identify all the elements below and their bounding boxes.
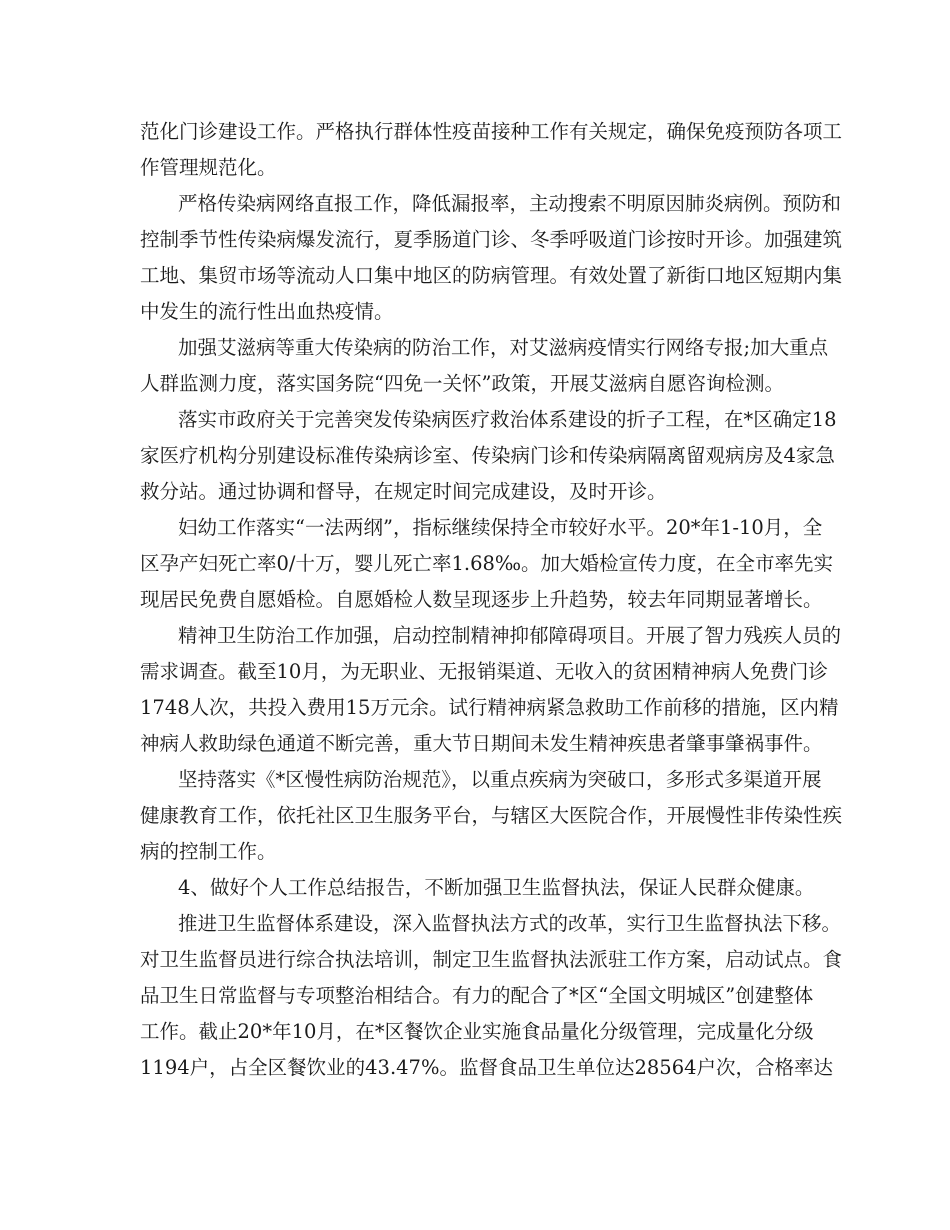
- text-line: 工作。截止20*年10月，在*区餐饮企业实施食品量化分级管理，完成量化分级: [140, 1020, 814, 1043]
- text-line: 1748人次，共投入费用15万元余。试行精神病紧急救助工作前移的措施，区内精: [140, 696, 839, 719]
- text-line: 工地、集贸市场等流动人口集中地区的防病管理。有效处置了新街口地区短期内集: [140, 264, 843, 287]
- text-line: 健康教育工作，依托社区卫生服务平台，与辖区大医院合作，开展慢性非传染性疾: [140, 804, 843, 827]
- text-line: 作管理规范化。: [140, 156, 277, 179]
- text-line: 坚持落实《*区慢性病防治规范》，以重点疾病为突破口，多形式多渠道开展: [178, 768, 822, 791]
- text-line: 中发生的流行性出血热疫情。: [140, 300, 394, 323]
- text-line: 妇幼工作落实“一法两纲”，指标继续保持全市较好水平。20*年1-10月，全: [178, 516, 823, 539]
- text-line: 神病人救助绿色通道不断完善，重大节日期间未发生精神疾患者肇事肇祸事件。: [140, 732, 823, 755]
- text-line: 严格传染病网络直报工作，降低漏报率，主动搜索不明原因肺炎病例。预防和: [178, 192, 842, 215]
- text-line: 人群监测力度，落实国务院“四免一关怀”政策，开展艾滋病自愿咨询检测。: [140, 372, 784, 395]
- text-line: 范化门诊建设工作。严格执行群体性疫苗接种工作有关规定，确保免疫预防各项工: [140, 120, 843, 143]
- section-heading: 4、做好个人工作总结报告，不断加强卫生监督执法，保证人民群众健康。: [178, 876, 815, 899]
- text-line: 落实市政府关于完善突发传染病医疗救治体系建设的折子工程，在*区确定18: [178, 408, 837, 431]
- text-line: 现居民免费自愿婚检。自愿婚检人数呈现逐步上升趋势，较去年同期显著增长。: [140, 588, 823, 611]
- text-line: 品卫生日常监督与专项整治相结合。有力的配合了*区“全国文明城区”创建整体: [140, 984, 814, 1007]
- text-line: 加强艾滋病等重大传染病的防治工作，对艾滋病疫情实行网络专报;加大重点: [178, 336, 829, 359]
- text-line: 推进卫生监督体系建设，深入监督执法方式的改革，实行卫生监督执法下移。: [178, 912, 842, 935]
- text-line: 病的控制工作。: [140, 840, 277, 863]
- text-line: 1194户，占全区餐饮业的43.47%。监督食品卫生单位达28564户次，合格率达: [140, 1056, 834, 1079]
- text-line: 需求调查。截至10月，为无职业、无报销渠道、无收入的贫困精神病人免费门诊: [140, 660, 828, 683]
- text-line: 对卫生监督员进行综合执法培训，制定卫生监督执法派驻工作方案，启动试点。食: [140, 948, 843, 971]
- text-line: 家医疗机构分别建设标准传染病诊室、传染病门诊和传染病隔离留观病房及4家急: [140, 444, 835, 467]
- text-line: 控制季节性传染病爆发流行，夏季肠道门诊、冬季呼吸道门诊按时开诊。加强建筑: [140, 228, 843, 251]
- text-line: 精神卫生防治工作加强，启动控制精神抑郁障碍项目。开展了智力残疾人员的: [178, 624, 842, 647]
- text-line: 救分站。通过协调和督导，在规定时间完成建设，及时开诊。: [140, 480, 667, 503]
- text-line: 区孕产妇死亡率0/十万，婴儿死亡率1.68‰。加大婚检宣传力度，在全市率先实: [140, 552, 834, 575]
